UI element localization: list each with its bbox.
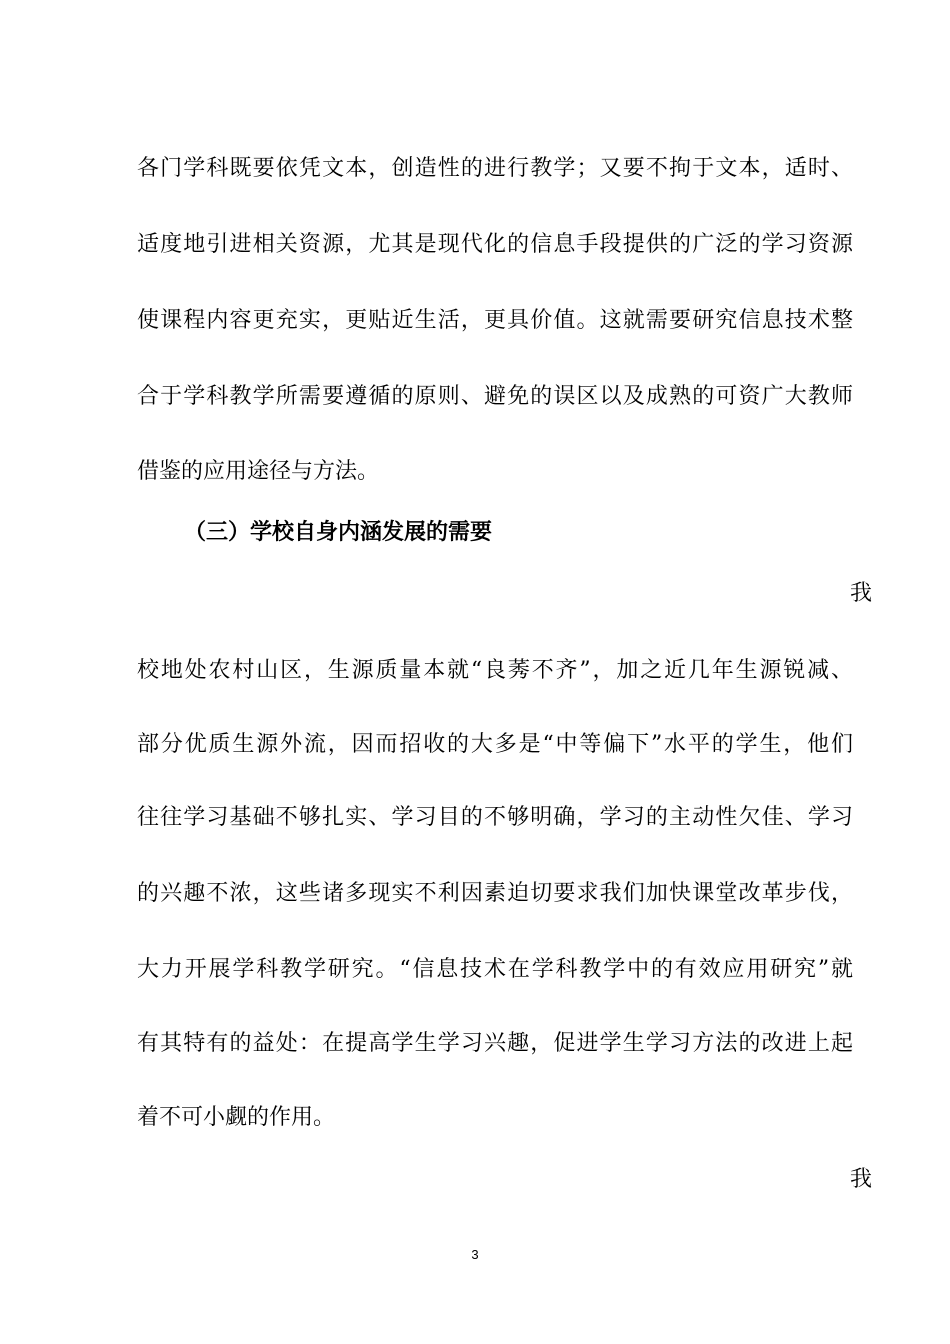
paragraph-line: 部分优质生源外流，因而招收的大多是“中等偏下”水平的学生，他们 [137,732,853,757]
section-heading: （三）学校自身内涵发展的需要 [184,520,493,545]
paragraph-line: 使课程内容更充实，更贴近生活，更具价值。这就需要研究信息技术整 [137,308,853,333]
paragraph-line: 的兴趣不浓，这些诸多现实不利因素迫切要求我们加快课堂改革步伐， [137,881,853,906]
paragraph-line: 适度地引进相关资源，尤其是现代化的信息手段提供的广泛的学习资源 [137,232,853,257]
paragraph-line: 借鉴的应用途径与方法。 [137,459,380,484]
paragraph-line: 合于学科教学所需要遵循的原则、避免的误区以及成熟的可资广大教师 [137,384,853,409]
paragraph-start-char: 我 [849,581,872,606]
paragraph-line: 往往学习基础不够扎实、学习目的不够明确，学习的主动性欠佳、学习 [137,805,853,830]
paragraph-line: 校地处农村山区，生源质量本就“良莠不齐”，加之近几年生源锐减、 [137,658,853,683]
paragraph-line: 大力开展学科教学研究。“信息技术在学科教学中的有效应用研究”就 [137,957,853,982]
paragraph-line: 有其特有的益处：在提高学生学习兴趣，促进学生学习方法的改进上起 [137,1031,853,1056]
paragraph-line: 各门学科既要依凭文本，创造性的进行教学；又要不拘于文本，适时、 [137,156,853,181]
paragraph-start-char: 我 [849,1167,872,1192]
page-number: 3 [471,1247,479,1262]
paragraph-line: 着不可小觑的作用。 [137,1105,336,1130]
